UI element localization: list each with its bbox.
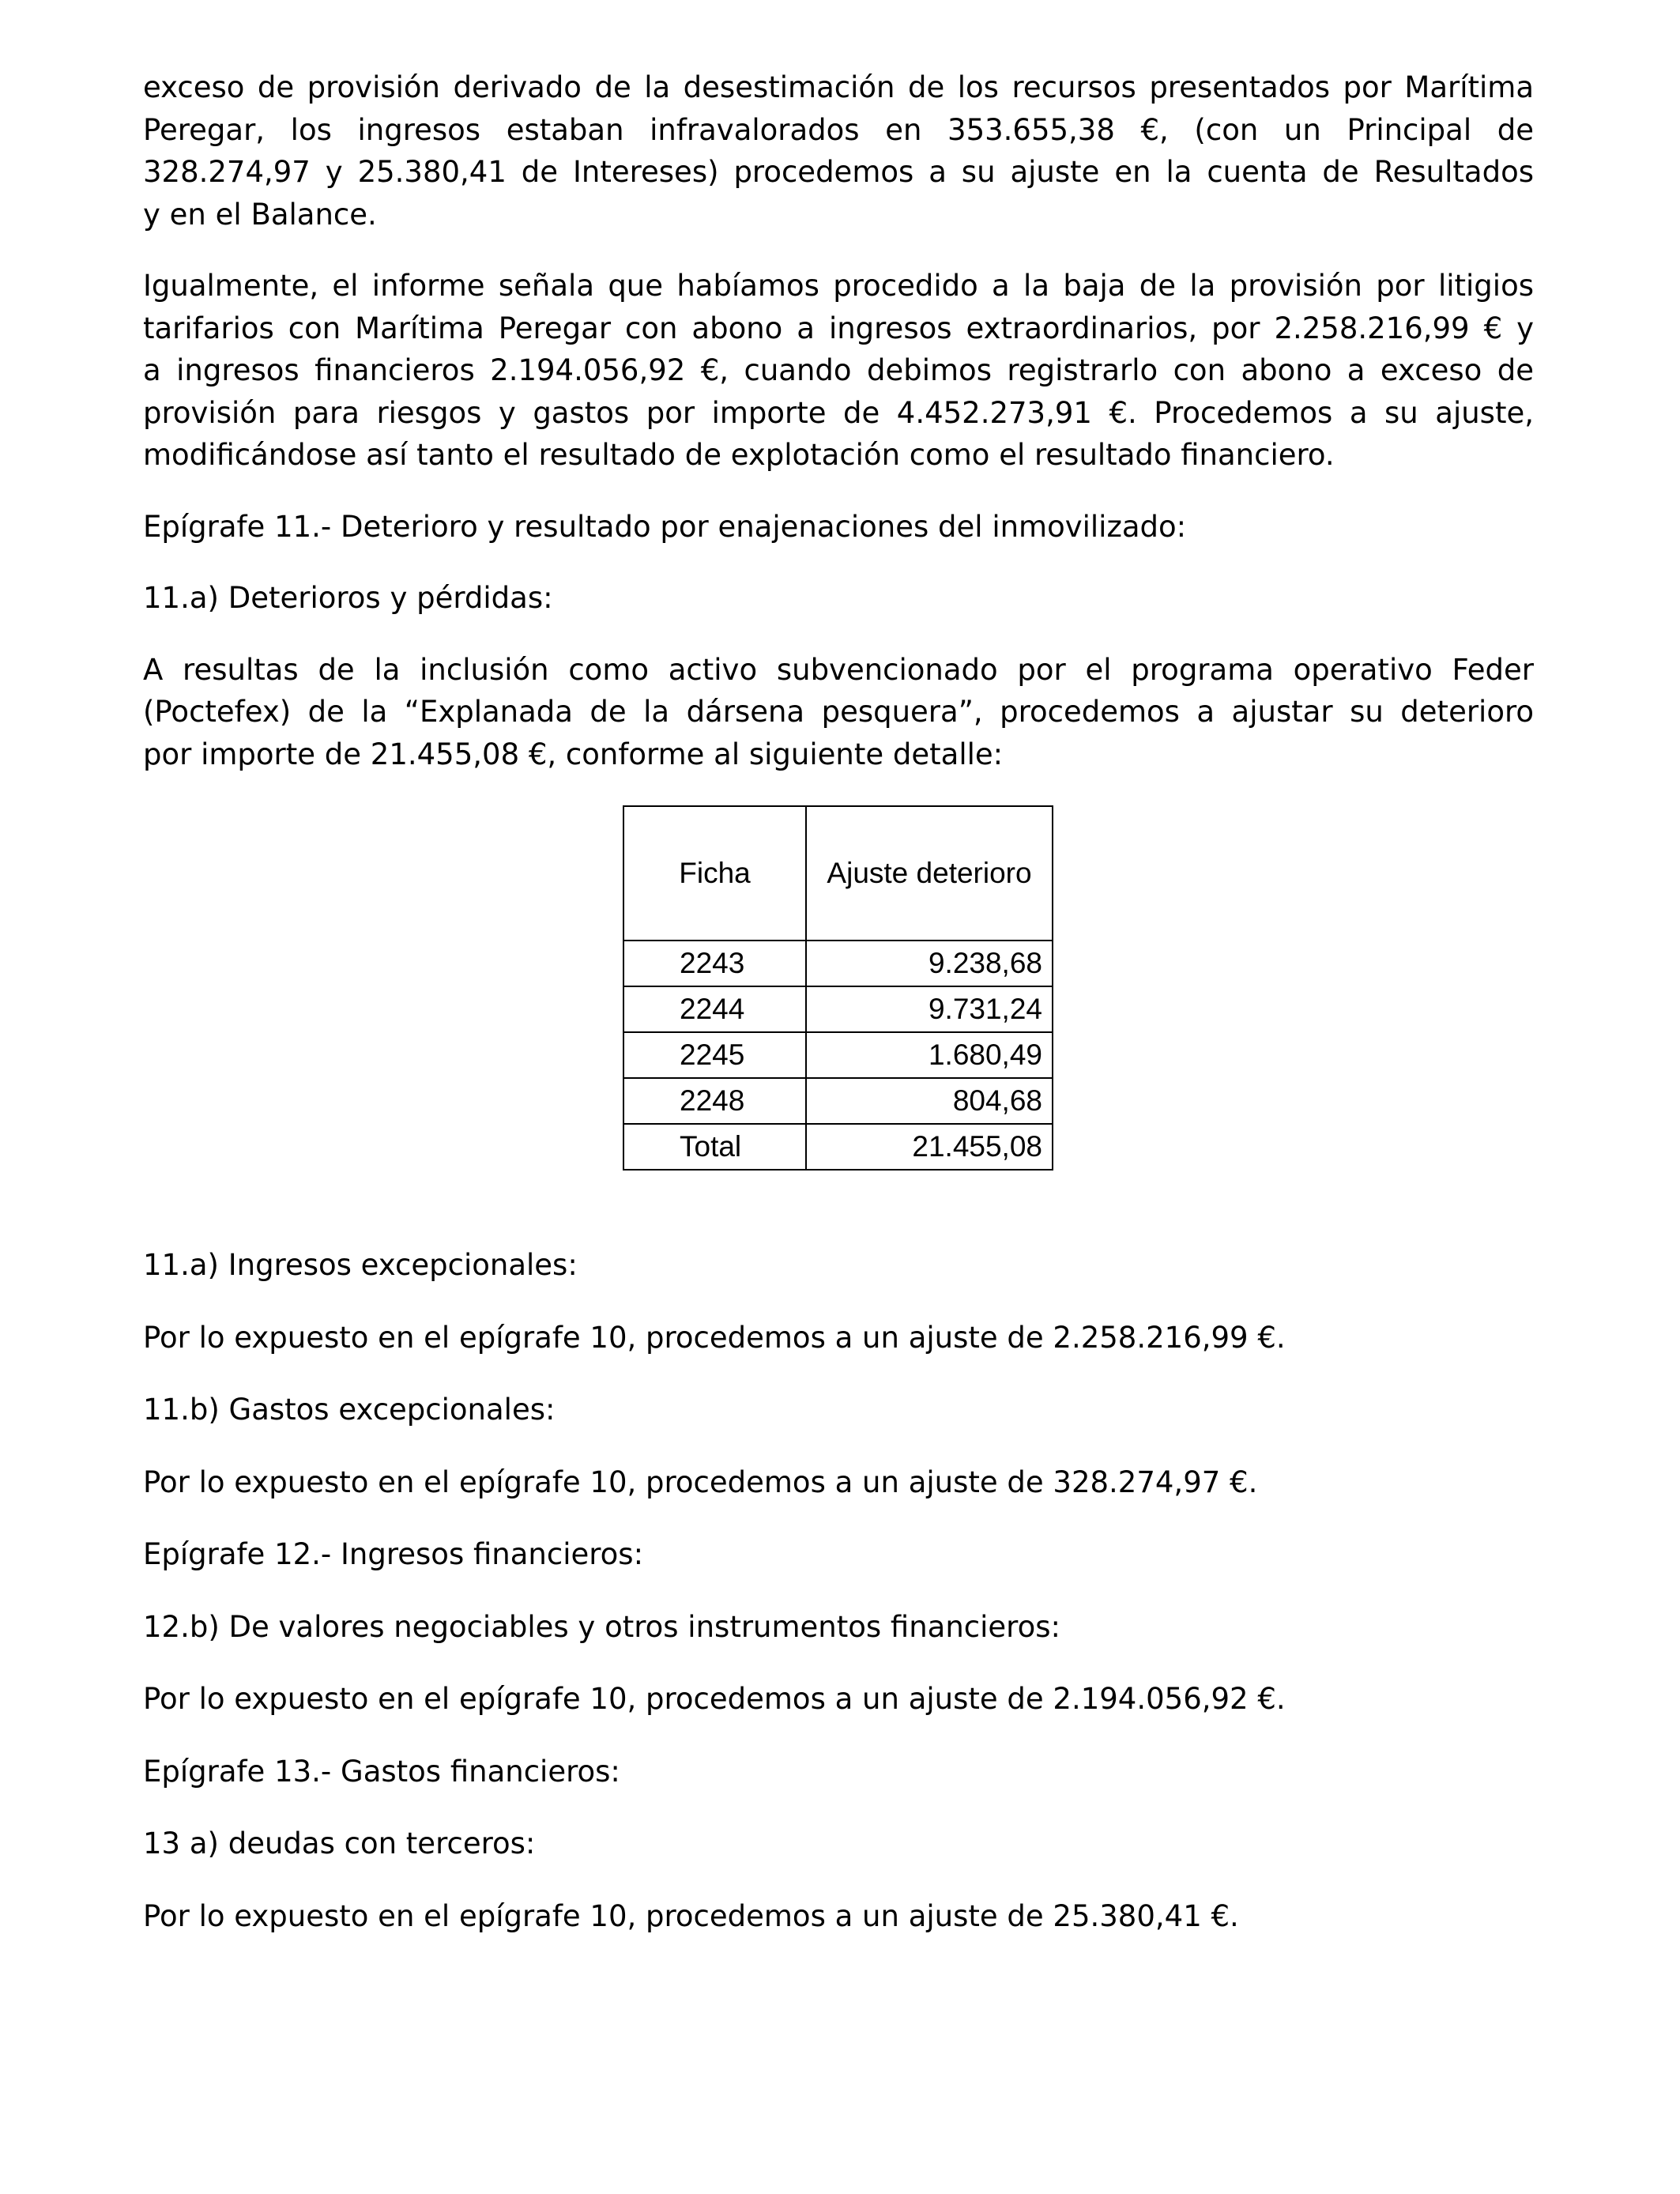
table-row	[623, 941, 1053, 986]
text-line: (Poctefex) de la “Explanada de la dársena pesquera”, procedemos a ajustar su deterioro	[143, 695, 1534, 729]
text-line: Peregar, los ingresos estaban infravalorados en 353.655,38 €, (con un Principal de	[143, 112, 1534, 147]
cell-valor: 1.680,49	[806, 1032, 1053, 1078]
table-row	[623, 986, 1053, 1032]
table-header-row	[623, 806, 1053, 941]
text-line: provisión para riesgos y gastos por importe de 4.452.273,91 €. Procedemos a su ajuste,	[143, 395, 1534, 430]
table-row	[623, 1032, 1053, 1078]
text-line: exceso de provisión derivado de la desestimación de los recursos presentados por Marítima	[143, 70, 1534, 104]
texto-ingresos-excepcionales: Por lo expuesto en el epígrafe 10, procedemos a un ajuste de 2.258.216,99 €.	[143, 1320, 1286, 1355]
cell-total-label: Total	[623, 1124, 806, 1170]
cell-valor: 9.238,68	[806, 941, 1053, 986]
cell-ficha: 2243	[623, 941, 806, 986]
cell-ficha: 2248	[623, 1078, 806, 1124]
text-line: A resultas de la inclusión como activo subvencionado por el programa operativo Feder	[143, 652, 1534, 687]
text-line: a ingresos financieros 2.194.056,92 €, cuando debimos registrarlo con abono a exceso de	[143, 353, 1534, 387]
text-line: Igualmente, el informe señala que habíamos procedido a la baja de la provisión por litigios	[143, 269, 1534, 303]
header-ficha: Ficha	[623, 806, 806, 941]
cell-ficha: 2244	[623, 986, 806, 1032]
feder-paragraph	[143, 649, 1534, 776]
subheading-11a-deterioros: 11.a) Deterioros y pérdidas:	[143, 581, 553, 615]
epigrafe-13-heading: Epígrafe 13.- Gastos financieros:	[143, 1754, 620, 1789]
subheading-11b-gastos: 11.b) Gastos excepcionales:	[143, 1393, 556, 1427]
subheading-13a: 13 a) deudas con terceros:	[143, 1826, 536, 1860]
subheading-12b: 12.b) De valores negociables y otros instrumentos financieros:	[143, 1609, 1060, 1644]
cell-valor: 9.731,24	[806, 986, 1053, 1032]
text-line: modificándose así tanto el resultado de explotación como el resultado financiero.	[143, 438, 1335, 472]
texto-gastos-excepcionales: Por lo expuesto en el epígrafe 10, procedemos a un ajuste de 328.274,97 €.	[143, 1465, 1258, 1499]
texto-13a: Por lo expuesto en el epígrafe 10, procedemos a un ajuste de 25.380,41 €.	[143, 1898, 1239, 1933]
text-line: 328.274,97 y 25.380,41 de Intereses) procedemos a su ajuste en la cuenta de Resultados	[143, 155, 1534, 189]
table-row	[623, 1078, 1053, 1124]
deterioro-table-container	[623, 805, 1053, 1171]
text-line: por importe de 21.455,08 €, conforme al siguiente detalle:	[143, 737, 1004, 771]
table-total-row	[623, 1124, 1053, 1170]
intro-paragraph	[143, 66, 1534, 236]
deterioro-table	[623, 805, 1053, 1171]
subheading-11a-ingresos: 11.a) Ingresos excepcionales:	[143, 1248, 578, 1282]
texto-12b: Por lo expuesto en el epígrafe 10, procedemos a un ajuste de 2.194.056,92 €.	[143, 1682, 1286, 1716]
cell-ficha: 2245	[623, 1032, 806, 1078]
epigrafe-12-heading: Epígrafe 12.- Ingresos financieros:	[143, 1537, 644, 1571]
cell-total-valor: 21.455,08	[806, 1124, 1053, 1170]
igualmente-paragraph	[143, 265, 1534, 477]
epigrafe-11-heading: Epígrafe 11.- Deterioro y resultado por enajenaciones del inmovilizado:	[143, 509, 1187, 544]
lower-section	[143, 1244, 1534, 1967]
header-ajuste-deterioro: Ajuste deterioro	[806, 806, 1053, 941]
text-line: y en el Balance.	[143, 197, 377, 232]
cell-valor: 804,68	[806, 1078, 1053, 1124]
document-page	[143, 66, 1534, 805]
text-line: tarifarios con Marítima Peregar con abono a ingresos extraordinarios, por 2.258.216,99 € y	[143, 311, 1534, 345]
